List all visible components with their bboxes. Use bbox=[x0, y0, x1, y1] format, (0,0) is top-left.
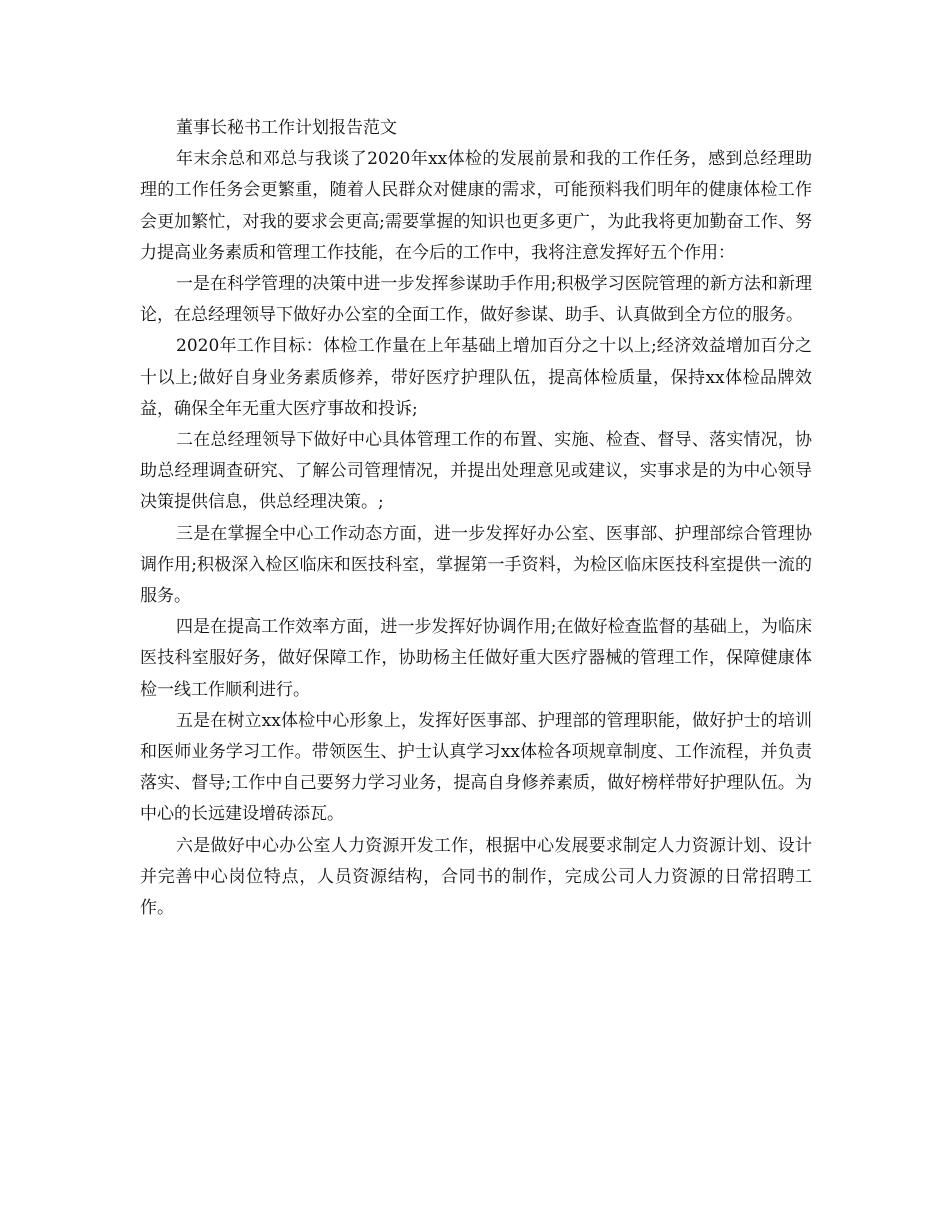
paragraph-item-6: 六是做好中心办公室人力资源开发工作，根据中心发展要求制定人力资源计划、设计并完善中心岗位特点，人员资源结构，合同书的制作，完成公司人力资源的日常招聘工作。 bbox=[140, 835, 812, 919]
paragraph-item-5: 五是在树立xx体检中心形象上，发挥好医事部、护理部的管理职能，做好护士的培训和医师业务学习工作。带领医生、护士认真学习xx体检各项规章制度、工作流程，并负责落实、督导;工作中自己要努力学习业务，提高自身修养素质，做好榜样带好护理队伍。为中心的长远建设增砖添瓦。 bbox=[140, 710, 812, 825]
paragraph-item-2: 二在总经理领导下做好中心具体管理工作的布置、实施、检查、督导、落实情况，协助总经理调查研究、了解公司管理情况，并提出处理意见或建议，实事求是的为中心领导决策提供信息，供总经理决策。; bbox=[140, 430, 812, 513]
paragraph-item-4: 四是在提高工作效率方面，进一步发挥好协调作用;在做好检查监督的基础上，为临床医技科室服好务，做好保障工作，协助杨主任做好重大医疗器械的管理工作，保障健康体检一线工作顺利进行。 bbox=[140, 617, 812, 700]
paragraph-goals: 2020年工作目标：体检工作量在上年基础上增加百分之十以上;经济效益增加百分之十以上;做好自身业务素质修养，带好医疗护理队伍，提高体检质量，保持xx体检品牌效益，确保全年无重大医疗事故和投诉; bbox=[140, 336, 812, 419]
document-body bbox=[140, 113, 812, 924]
paragraph-item-3: 三是在掌握全中心工作动态方面，进一步发挥好办公室、医事部、护理部综合管理协调作用;积极深入检区临床和医技科室，掌握第一手资料，为检区临床医技科室提供一流的服务。 bbox=[140, 523, 812, 607]
paragraph-item-1: 一是在科学管理的决策中进一步发挥参谋助手作用;积极学习医院管理的新方法和新理论，在总经理领导下做好办公室的全面工作，做好参谋、助手、认真做到全方位的服务。 bbox=[140, 274, 812, 326]
document-title: 董事长秘书工作计划报告范文 bbox=[176, 118, 397, 138]
paragraph-intro: 年末余总和邓总与我谈了2020年xx体检的发展前景和我的工作任务，感到总经理助理的工作任务会更繁重，随着人民群众对健康的需求，可能预料我们明年的健康体检工作会更加繁忙，对我的要求会更高;需要掌握的知识也更多更广，为此我将更加勤奋工作、努力提高业务素质和管理工作技能，在今后的工作中，我将注意发挥好五个作用： bbox=[140, 149, 812, 263]
